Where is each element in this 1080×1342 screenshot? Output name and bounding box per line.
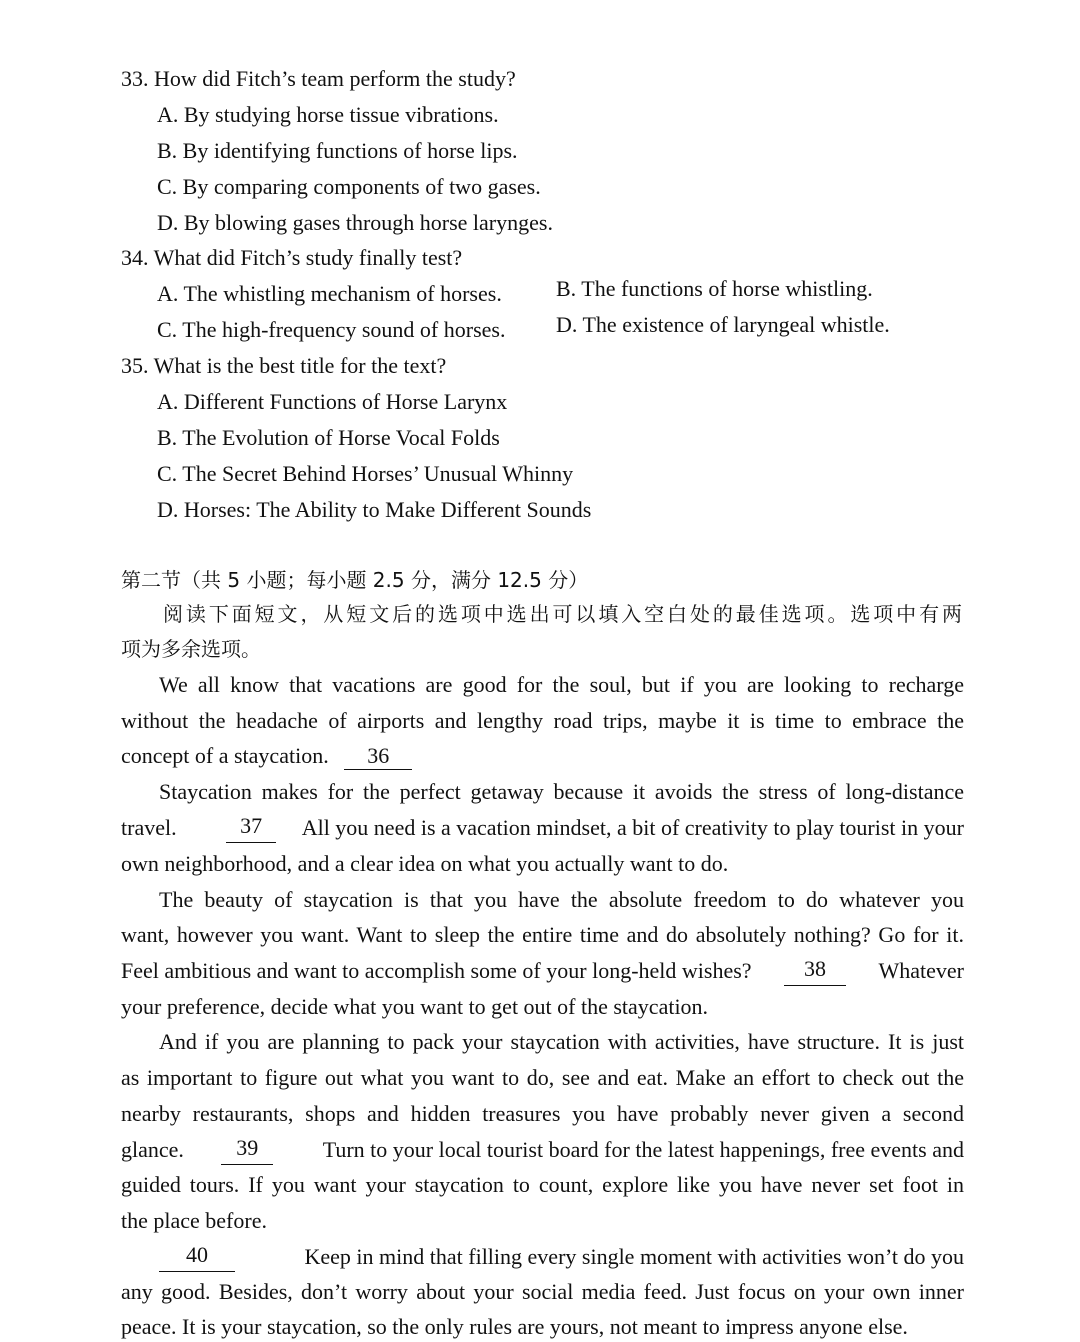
passage-p5-line-1: [159, 1242, 964, 1272]
passage-p4-line-2: as important to figure out what you want to do, see and eat. Make an effort to check out the: [121, 1065, 964, 1090]
passage-p5-line-1-text: Keep in mind that filling every single moment with activities won’t do you: [304, 1244, 964, 1269]
q34-option-a: A. The whistling mechanism of horses.: [157, 281, 502, 306]
passage-p2-line-2: [121, 813, 964, 843]
passage-p4-line-4-end: Turn to your local tourist board for the latest happenings, free events and: [322, 1137, 964, 1162]
q33-option-b: B. By identifying functions of horse lips.: [157, 138, 518, 163]
blank-37: 37: [226, 813, 276, 843]
blank-36: 36: [344, 743, 412, 770]
q35-option-a: A. Different Functions of Horse Larynx: [157, 389, 508, 414]
passage-p4-line-3: nearby restaurants, shops and hidden treasures you have probably never given a second: [121, 1101, 964, 1126]
passage-p4-line-4: [121, 1135, 964, 1165]
blank-39: 39: [221, 1135, 273, 1165]
section-2-heading: 第二节（共 5 小题；每小题 2.5 分，满分 12.5 分）: [121, 568, 589, 592]
passage-p4-line-1: And if you are planning to pack your staycation with activities, have structure. It is just: [159, 1029, 964, 1054]
section-2-instruction-line-1: 阅读下面短文，从短文后的选项中选出可以填入空白处的最佳选项。选项中有两: [163, 602, 962, 626]
passage-p1-line-3: [121, 741, 412, 771]
passage-p3-line-3: [121, 956, 964, 986]
q33-option-a: A. By studying horse tissue vibrations.: [157, 102, 499, 127]
passage-p4-line-4-start: glance.: [121, 1137, 184, 1162]
q34-option-b: B. The functions of horse whistling.: [556, 276, 873, 301]
question-35-stem: 35. What is the best title for the text?: [121, 353, 447, 378]
passage-p5-line-2: any good. Besides, don’t worry about your social media feed. Just focus on your own inner: [121, 1279, 964, 1304]
passage-p3-line-2: want, however you want. Want to sleep the entire time and do absolutely nothing? Go for it.: [121, 922, 964, 947]
passage-p1-line-1: We all know that vacations are good for the soul, but if you are looking to recharge: [159, 672, 964, 697]
passage-p1-line-3-text: concept of a staycation.: [121, 743, 329, 768]
q33-option-d: D. By blowing gases through horse larynges.: [157, 210, 553, 235]
section-2-instruction-line-2: 项为多余选项。: [121, 637, 261, 661]
q33-option-c: C. By comparing components of two gases.: [157, 174, 541, 199]
blank-38: 38: [784, 956, 846, 986]
passage-p5-line-3: peace. It is your staycation, so the only rules are yours, not meant to impress anyone else.: [121, 1314, 908, 1339]
passage-p2-line-2-end: All you need is a vacation mindset, a bit of creativity to play tourist in your: [301, 815, 964, 840]
passage-p4-line-5: guided tours. If you want your staycation to count, explore like you have never set foot in: [121, 1172, 964, 1197]
passage-p3-line-1: The beauty of staycation is that you have the absolute freedom to do whatever you: [159, 887, 964, 912]
passage-p2-line-3: own neighborhood, and a clear idea on what you actually want to do.: [121, 851, 729, 876]
q35-option-b: B. The Evolution of Horse Vocal Folds: [157, 425, 500, 450]
q35-option-d: D. Horses: The Ability to Make Different Sounds: [157, 497, 592, 522]
question-34-stem: 34. What did Fitch’s study finally test?: [121, 245, 463, 270]
passage-p3-line-3-start: Feel ambitious and want to accomplish some of your long-held wishes?: [121, 958, 752, 983]
question-33-stem: 33. How did Fitch’s team perform the study?: [121, 66, 516, 91]
passage-p3-line-3-end: Whatever: [878, 958, 964, 983]
q34-option-d: D. The existence of laryngeal whistle.: [556, 312, 890, 337]
passage-p1-line-2: without the headache of airports and lengthy road trips, maybe it is time to embrace the: [121, 708, 964, 733]
passage-p3-line-4: your preference, decide what you want to get out of the staycation.: [121, 994, 709, 1019]
passage-p2-line-1: Staycation makes for the perfect getaway because it avoids the stress of long-distance: [159, 779, 964, 804]
passage-p2-line-2-start: travel.: [121, 815, 177, 840]
blank-40: 40: [159, 1242, 235, 1272]
q34-option-c: C. The high-frequency sound of horses.: [157, 317, 506, 342]
passage-p4-line-6: the place before.: [121, 1208, 267, 1233]
q35-option-c: C. The Secret Behind Horses’ Unusual Whinny: [157, 461, 574, 486]
